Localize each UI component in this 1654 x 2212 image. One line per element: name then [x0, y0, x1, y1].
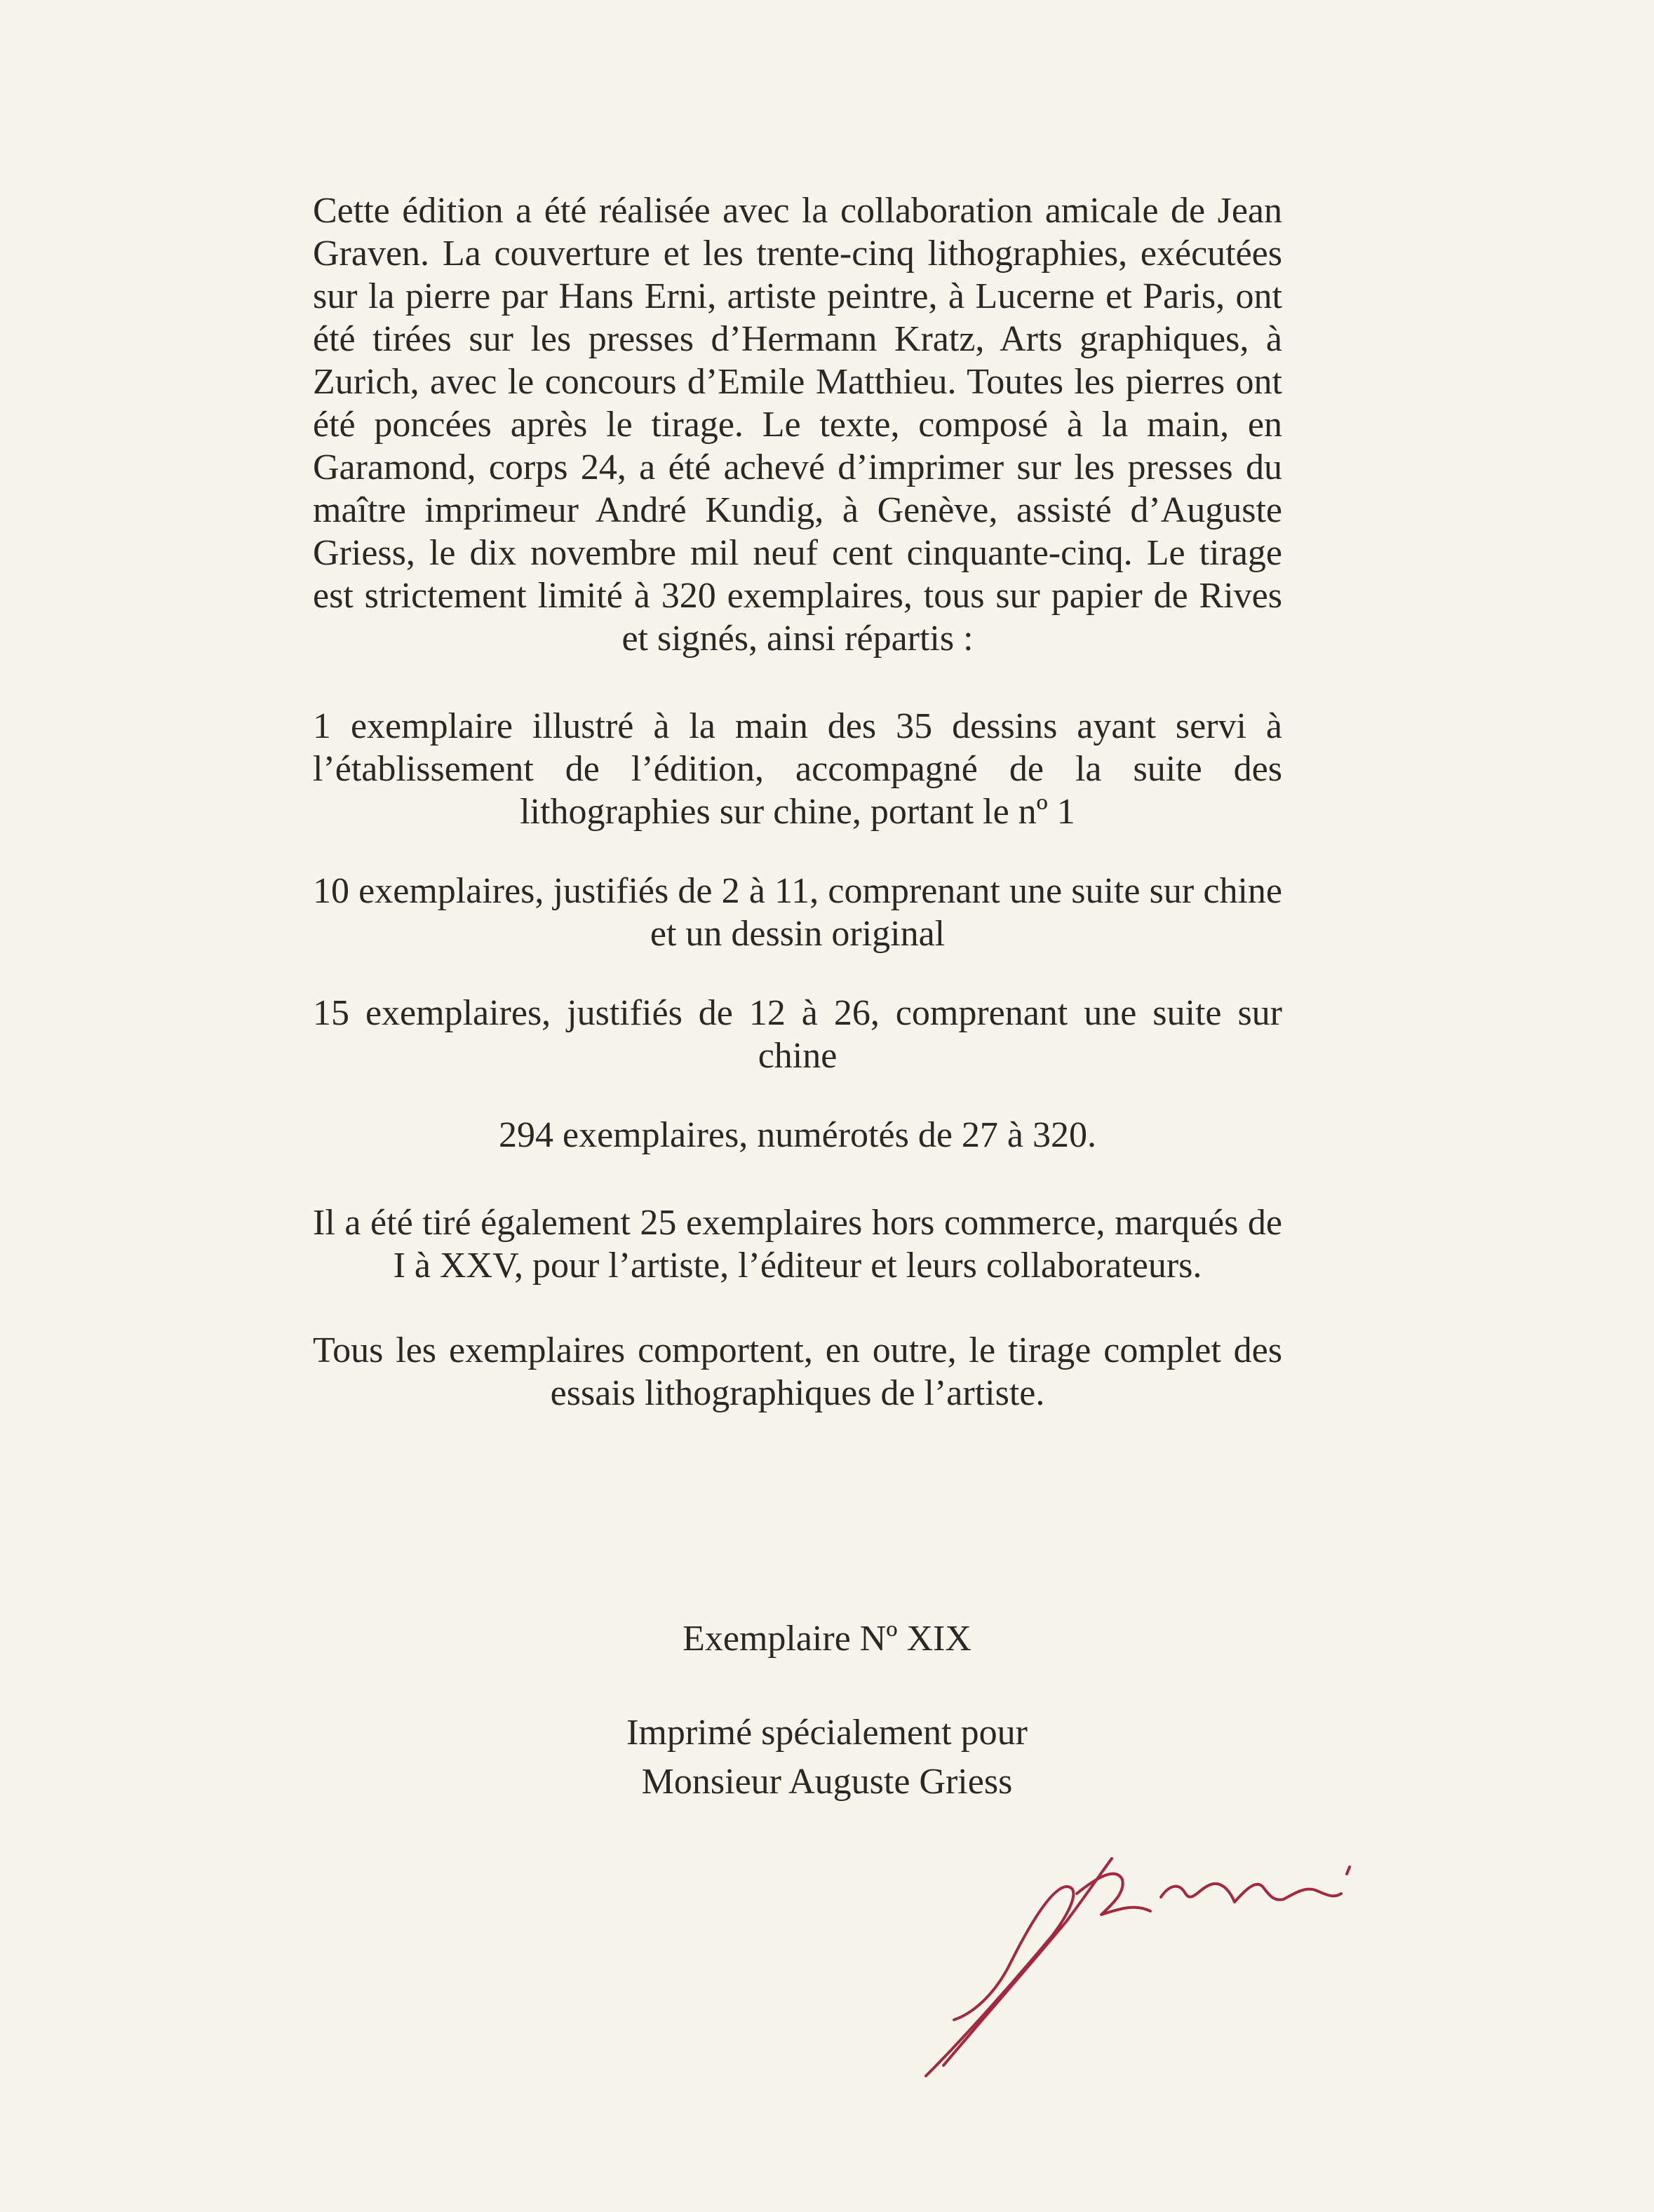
printed-for	[0, 1708, 1654, 1807]
colophon-text	[313, 189, 1282, 1415]
copy-number: Exemplaire Nº XIX	[683, 1619, 971, 1659]
printed-for-recipient: Monsieur Auguste Griess	[641, 1762, 1013, 1802]
edition-item-15: 15 exemplaires, justifiés de 12 à 26, comprenant une suite sur chine	[313, 993, 1282, 1076]
signatures-svg	[0, 1837, 1654, 2132]
colophon-intro-paragraph: Cette édition a été réalisée avec la collaboration amicale de Jean Graven. La couverture et les trente-cinq lithographies, exécutées sur la pierre par Hans Erni, artiste peintre, à Lucerne et Paris, ont été tirées sur les presses d’Hermann Kratz, Arts graphiques, à Zurich, avec le concours d’Emile Matthieu. Toutes les pierres ont été poncées après le tirage. Le texte, composé à la main, en Garamond, corps 24, a été achevé d’imprimer sur les presses du maître imprimeur André Kundig, à Genève, assisté d’Auguste Griess, le dix novembre mil neuf cent cinquante-cinq. Le tirage est strictement limité à 320 exemplaires, tous sur papier de Rives et signés, ainsi répartis :	[313, 191, 1282, 659]
signature-erni	[926, 1859, 1350, 2076]
printed-for-line1: Imprimé spécialement pour	[626, 1713, 1028, 1753]
hors-commerce-paragraph: Il a été tiré également 25 exemplaires hors commerce, marqués de I à XXV, pour l’artiste, l’éditeur et leurs collaborateurs.	[313, 1203, 1282, 1286]
edition-item-1: 1 exemplaire illustré à la main des 35 dessins ayant servi à l’établissement de l’édition, accompagné de la suite des lithographies sur chine, portant le nº 1	[313, 706, 1282, 832]
signatures	[0, 1837, 1654, 2132]
all-copies-paragraph: Tous les exemplaires comportent, en outre, le tirage complet des essais lithographiques de l’artiste.	[313, 1330, 1282, 1413]
edition-item-10: 10 exemplaires, justifiés de 2 à 11, comprenant une suite sur chine et un dessin original	[313, 871, 1282, 954]
edition-item-294: 294 exemplaires, numérotés de 27 à 320.	[499, 1115, 1096, 1155]
